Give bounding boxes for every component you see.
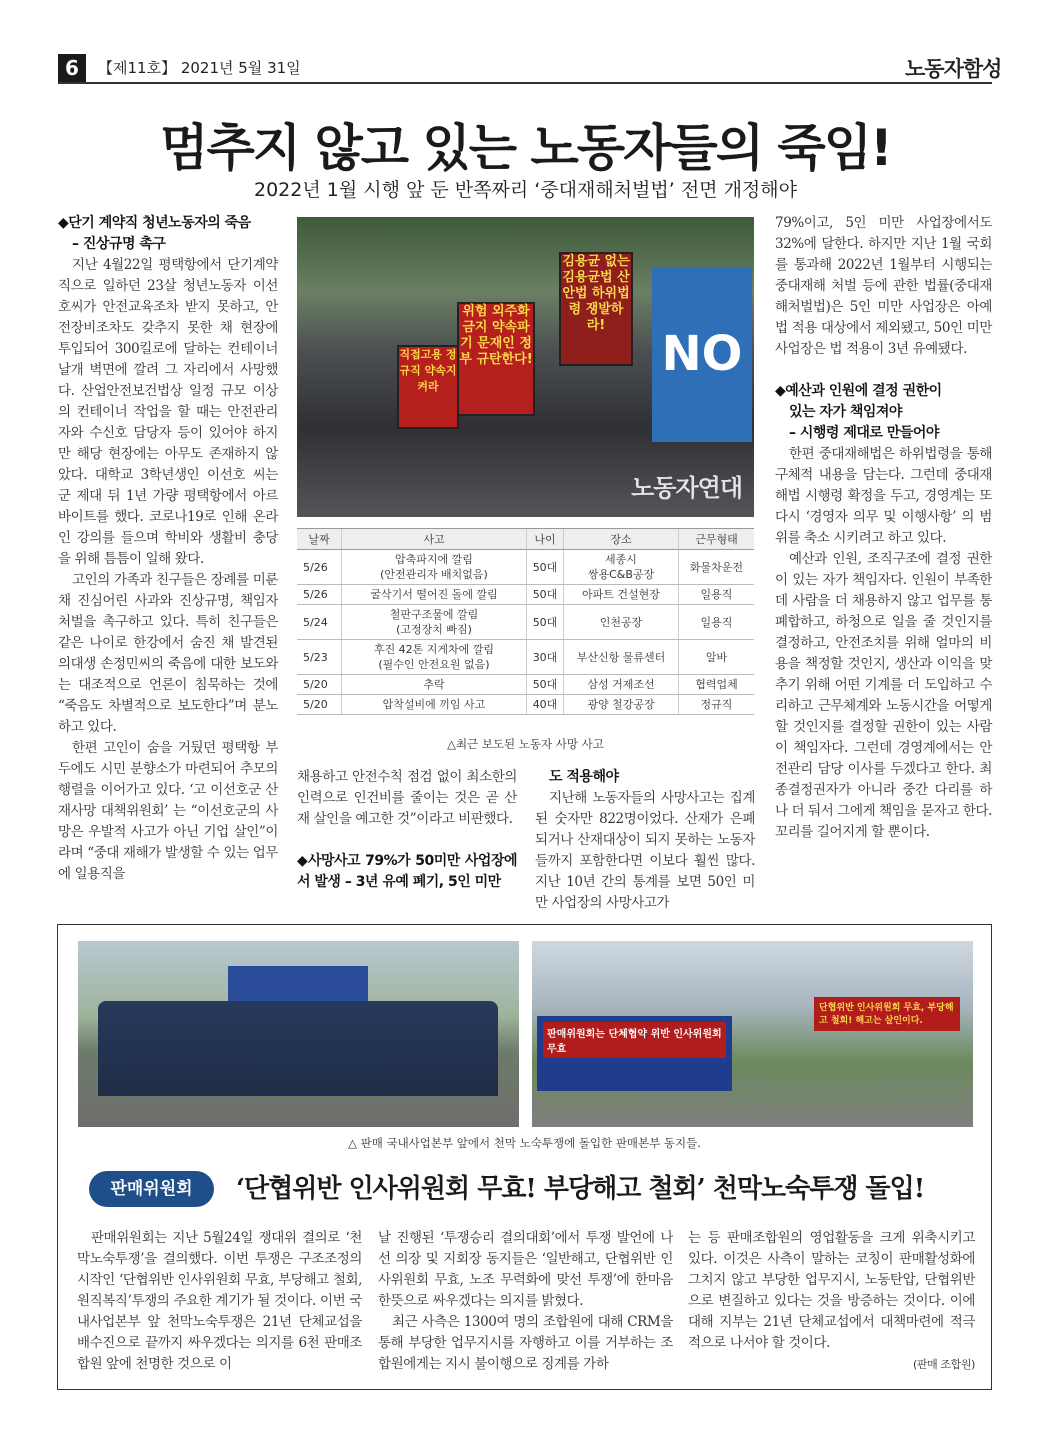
paragraph: 한편 고인이 숨을 거뒀던 평택항 부두에도 시민 분향소가 마련되어 추모의 행렬을 이어가고 있다. ‘고 이선호군 산재사망 대책위원회’ 는 “이선호군의 사망은 우발적 사고가 아닌 기업 살인”이라며 “중대 재해가 발생할 수 있는 업무에 일용직을 (58, 740, 278, 882)
tent-photo (532, 941, 973, 1127)
box-column-1 (77, 1228, 362, 1375)
table-caption: △최근 보도된 노동자 사망 사고 (447, 737, 604, 751)
protest-sign: 직접고용 정규직 약속지켜라 (397, 345, 459, 429)
table-cell: 40대 (527, 695, 564, 715)
box-headline: ‘단협위반 인사위원회 무효! 부당해고 철회’ 천막노숙투쟁 돌입! (236, 1174, 925, 1204)
table-cell: 화물차운전 (679, 550, 755, 585)
paragraph: 79%이고, 5인 미만 사업장에서도 32%에 달한다. 하지만 지난 1월 국회를 통과해 2022년 1월부터 시행되는 중대재해 처벌 등에 관한 법률(중대재해처벌법)은 5인 미만 사업장은 아예 법 적용 대상에서 제외됐고, 50인 미만 사업장은 법 적용이 3년 유예됐다. (775, 215, 992, 357)
wall-banner: 단협위반 인사위원회 무효, 부당해고 철회! 해고는 살인이다. (814, 997, 960, 1031)
newspaper-brand: 노동자함성 (905, 57, 1002, 81)
group-photo (78, 941, 519, 1127)
section-heading: ◆사망사고 79%가 50미만 사업장에서 발생 – 3년 유예 폐기, 5인 미만 (297, 853, 517, 890)
protest-sign: 위험 외주화금지 약속파기 문재인 정부 규탄한다! (457, 302, 535, 416)
box-photo-caption: △ 판매 국내사업본부 앞에서 천막 노숙투쟁에 돌입한 판매본부 동지들. (348, 1136, 701, 1150)
table-header: 날짜 (297, 529, 342, 550)
paragraph: 는 등 판매조합원의 영업활동을 크게 위축시키고 있다. 이것은 사측이 말하는 코칭이 판매활성화에 그치지 않고 부당한 업무지시, 노동탄압, 단협위반으로 변질하고 있다는 것을 방증하는 것이다. 이에 대해 지부는 21년 단체교섭에서 대책마련에 적극적으로 나서야 할 것이다. (688, 1230, 975, 1351)
table-cell: 압축파지에 깔림 (안전관리자 배치없음) (342, 550, 527, 585)
column-4 (775, 213, 992, 843)
table-header: 근무형태 (679, 529, 755, 550)
tent-roof (228, 966, 368, 1006)
table-cell: 5/20 (297, 675, 342, 695)
header-rule (58, 82, 992, 84)
table-cell: 추락 (342, 675, 527, 695)
paragraph: 예산과 인원, 조직구조에 결정 권한이 있는 자가 책임자다. 인원이 부족한데 사람을 더 채용하지 않고 업무를 통폐합하고, 하청으로 일을 줄 것인지를 결정하고, 안전조치를 위해 얼마의 비용을 책정할 것인지, 생산과 이익을 맞추기 위해 어떤 기계를 더 도입하고 수리하고 근무체계와 노동시간을 어떻게 할 것인지를 결정할 권한이 있는 사람이 책임자다. 그런데 경영계에서는 안전관리 담당 이사를 두겠다고 한다. 최종결정권자가 아니라 중간 다리를 하나 더 둬서 그에게 책임을 묻자고 한다. 꼬리를 길어지게 할 뿐이다. (775, 551, 992, 840)
table-cell: 후진 42톤 지게차에 깔림 (필수인 안전요원 없음) (342, 640, 527, 675)
table-row (297, 550, 754, 585)
table-cell: 삼성 거제조선 (564, 675, 679, 695)
column-1 (58, 213, 278, 885)
table-cell: 일용직 (679, 605, 755, 640)
paragraph: 날 진행된 ‘투쟁승리 결의대회’에서 투쟁 발언에 나선 의장 및 지회장 동지들은 ‘일반해고, 단협위반 인사위원회 무효, 노조 무력화에 맞선 투쟁’에 한마음 한뜻으로 싸우겠다는 의지를 밝혔다. (378, 1230, 673, 1309)
page-number: 6 (58, 54, 86, 82)
table-cell: 50대 (527, 585, 564, 605)
tent (537, 1016, 732, 1091)
table-cell: 5/26 (297, 550, 342, 585)
table-cell: 50대 (527, 605, 564, 640)
table-row (297, 675, 754, 695)
section-tag: 판매위원회 (89, 1171, 214, 1207)
table-row (297, 695, 754, 715)
column-2 (297, 767, 517, 893)
table-cell: 굴삭기서 떨어진 돌에 깔림 (342, 585, 527, 605)
table-header: 사고 (342, 529, 527, 550)
table-cell: 압착설비에 끼임 사고 (342, 695, 527, 715)
tent-banner: 판매위원회는 단체협약 위반 인사위원회 무효 (543, 1022, 726, 1058)
protest-photo (297, 217, 754, 517)
table-cell: 광양 철강공장 (564, 695, 679, 715)
workers-group (98, 1001, 498, 1096)
table-cell: 세종시 쌍용C&B공장 (564, 550, 679, 585)
paragraph: 한편 중대재해법은 하위법령을 통해 구체적 내용을 담는다. 그런데 중대재해법 시행령 확정을 두고, 경영계는 또다시 ‘경영자 의무 및 이행사항’ 의 범위를 축소 시키려고 하고 있다. (775, 446, 992, 546)
table-row (297, 605, 754, 640)
author-credit: (판매 조합원) (912, 1358, 975, 1371)
table-cell: 5/24 (297, 605, 342, 640)
table-cell: 철판구조물에 깔림 (고정장치 빠짐) (342, 605, 527, 640)
table-cell: 일용직 (679, 585, 755, 605)
table-header-row (297, 529, 754, 550)
column-3 (535, 767, 755, 914)
table-cell: 50대 (527, 675, 564, 695)
table-cell: 5/23 (297, 640, 342, 675)
table-cell: 알바 (679, 640, 755, 675)
paragraph: 채용하고 안전수칙 점검 없이 최소한의 인력으로 인건비를 줄이는 것은 곧 산재 살인을 예고한 것”이라고 비판했다. (297, 769, 517, 827)
no-sign: NO (652, 267, 752, 442)
section-heading: ◆예산과 인원에 결정 권한이 있는 자가 책임져야 – 시행령 제대로 만들어야 (775, 383, 942, 441)
section-heading: ◆단기 계약직 청년노동자의 죽음 – 진상규명 촉구 (58, 215, 251, 252)
table-cell: 30대 (527, 640, 564, 675)
table-cell: 인천공장 (564, 605, 679, 640)
table-row (297, 585, 754, 605)
table-cell: 정규직 (679, 695, 755, 715)
table-cell: 협력업체 (679, 675, 755, 695)
paragraph: 최근 사측은 1300여 명의 조합원에 대해 CRM을 통해 부당한 업무지시를 자행하고 이를 거부하는 조합원에게는 지시 불이행으로 징계를 가하 (378, 1314, 673, 1372)
table-header: 장소 (564, 529, 679, 550)
table-header: 나이 (527, 529, 564, 550)
paragraph: 고인의 가족과 친구들은 장례를 미룬 채 진심어린 사과와 진상규명, 책임자 처벌을 촉구하고 있다. 특히 친구들은 같은 나이로 한강에서 숨진 채 발견된 의대생 손정민씨의 죽음에 대한 보도와는 대조적으로 언론이 침묵하는 것에 “죽음도 차별적으로 보도한다”며 분노하고 있다. (58, 572, 278, 735)
box-column-3 (688, 1228, 975, 1375)
photo-watermark: 노동자연대 (631, 474, 742, 502)
section-heading-continued: 도 적용해야 (549, 769, 619, 785)
paragraph: 지난해 노동자들의 사망사고는 집계된 숫자만 822명이었다. 산재가 은폐되거나 산재대상이 되지 못하는 노동자들까지 포함한다면 이보다 훨씬 많다. 지난 10년 간의 통계를 보면 50인 미만 사업장의 사망사고가 (535, 790, 755, 911)
table-cell: 5/20 (297, 695, 342, 715)
table-row (297, 640, 754, 675)
table-cell: 아파트 건설현장 (564, 585, 679, 605)
issue-date: 【제11호】 2021년 5월 31일 (98, 59, 301, 77)
article-subheadline: 2022년 1월 시행 앞 둔 반쪽짜리 ‘중대재해처벌법’ 전면 개정해야 (254, 179, 797, 201)
paragraph: 판매위원회는 지난 5월24일 쟁대위 결의로 ‘천막노숙투쟁’을 결의했다. 이번 투쟁은 구조조정의 시작인 ‘단협위반 인사위원회 무효, 부당해고 철회, 원직복직’투쟁의 주요한 계기가 될 것이다. 이번 국내사업본부 앞 천막노숙투쟁은 21년 단체교섭을 배수진으로 끝까지 싸우겠다는 의지를 6천 판매조합원 앞에 천명한 것으로 이 (77, 1230, 362, 1372)
table-cell: 5/26 (297, 585, 342, 605)
table-cell: 50대 (527, 550, 564, 585)
accident-table (297, 528, 754, 715)
paragraph: 지난 4월22일 평택항에서 단기계약직으로 일하던 23살 청년노동자 이선호씨가 안전교육조차 받지 못하고, 안전장비조차도 갖추지 못한 채 현장에 투입되어 300킬로에 달하는 컨테이너 날개 벽면에 깔려 그 자리에서 사망했다. 산업안전보건법상 일정 규모 이상의 컨테이너 작업을 할 때는 안전관리자와 수신호 담당자 등이 있어야 하지만 해당 현장에는 아무도 존재하지 않았다. 대학교 3학년생인 이선호 씨는 군 제대 뒤 1년 가량 평택항에서 아르바이트를 했다. 코로나19로 인해 온라인 강의를 들으며 학비와 생활비 충당을 위해 틈틈이 일해 왔다. (58, 257, 278, 567)
protest-sign: 김용균 없는 김용균법 산안법 하위법령 쟁발하라! (559, 252, 633, 366)
table-cell: 부산신항 물류센터 (564, 640, 679, 675)
article-headline: 멈추지 않고 있는 노동자들의 죽임! (160, 119, 891, 177)
box-column-2 (378, 1228, 673, 1375)
